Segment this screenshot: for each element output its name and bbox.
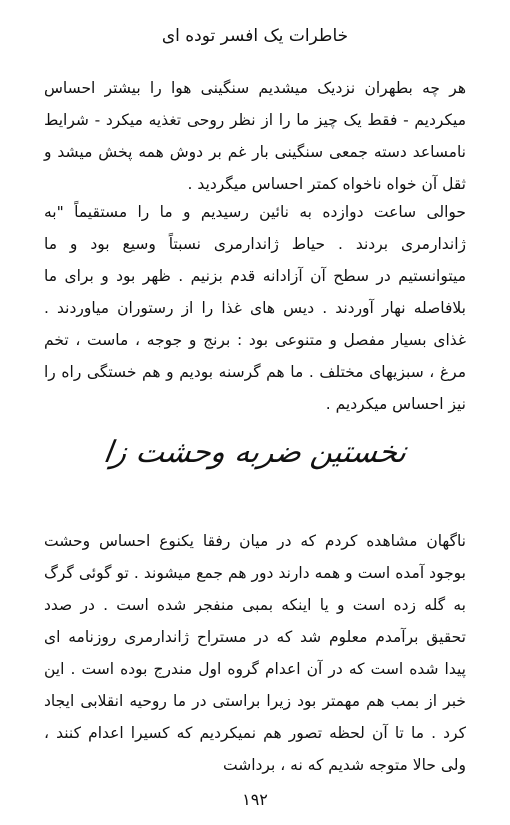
page-number: ۱۹۲ [242, 790, 268, 809]
paragraph-2: حوالی ساعت دوازده به نائین رسیدیم و ما را مستقیماً "به ژاندارمری بردند . حیاط ژاندارمری نسبتاً وسیع بود و ما میتوانستیم در سطح آن آزادانه قدم بزنیم . ظهر بود و برای ما بلافاصله نهار آوردند . دیس های غذا را از رستوران میاوردند . غذای بسیار مفصل و متنوعی بود : برنج و جوجه ، ماست ، تخم مرغ ، سبزیهای مختلف . ما هم گرسنه بودیم و هم خستگی راه را نیز احساس میکردیم . [44, 203, 466, 413]
paragraph-3: ناگهان مشاهده کردم که در میان رفقا یکنوع احساس وحشت بوجود آمده است و همه دارند دور هم جمع میشوند . تو گوئی گرگ به گله زده است و یا اینکه بمبی منفجر شده است . در صدد تحقیق برآمدم معلوم شد که در مستراح ژاندارمری روزنامه ای پیدا شده است که در آن اعدام گروه اول مندرج بوده است . این خبر از بمب هم مهمتر بود زیرا براستی در ما روحیه انقلابی ایجاد کرد . ما تا آن لحظه تصور هم نمیکردیم که کسیرا اعدام کنند ، ولی حالا متوجه شدیم که نه ، برداشت [44, 532, 466, 774]
paragraph-1: هر چه بطهران نزدیک میشدیم سنگینی هوا را بیشتر احساس میکردیم - فقط یک چیز ما را از نظر روحی تغذیه میکرد - شرایط نامساعد دسته جمعی سنگینی بار غم بر دوش همه پخش میشد و ثقل آن خواه ناخواه کمتر احساس میگردید . [44, 79, 466, 193]
section-title: نخستین ضربه وحشت زا [101, 435, 409, 470]
running-header: خاطرات یک افسر توده ای [161, 26, 349, 46]
